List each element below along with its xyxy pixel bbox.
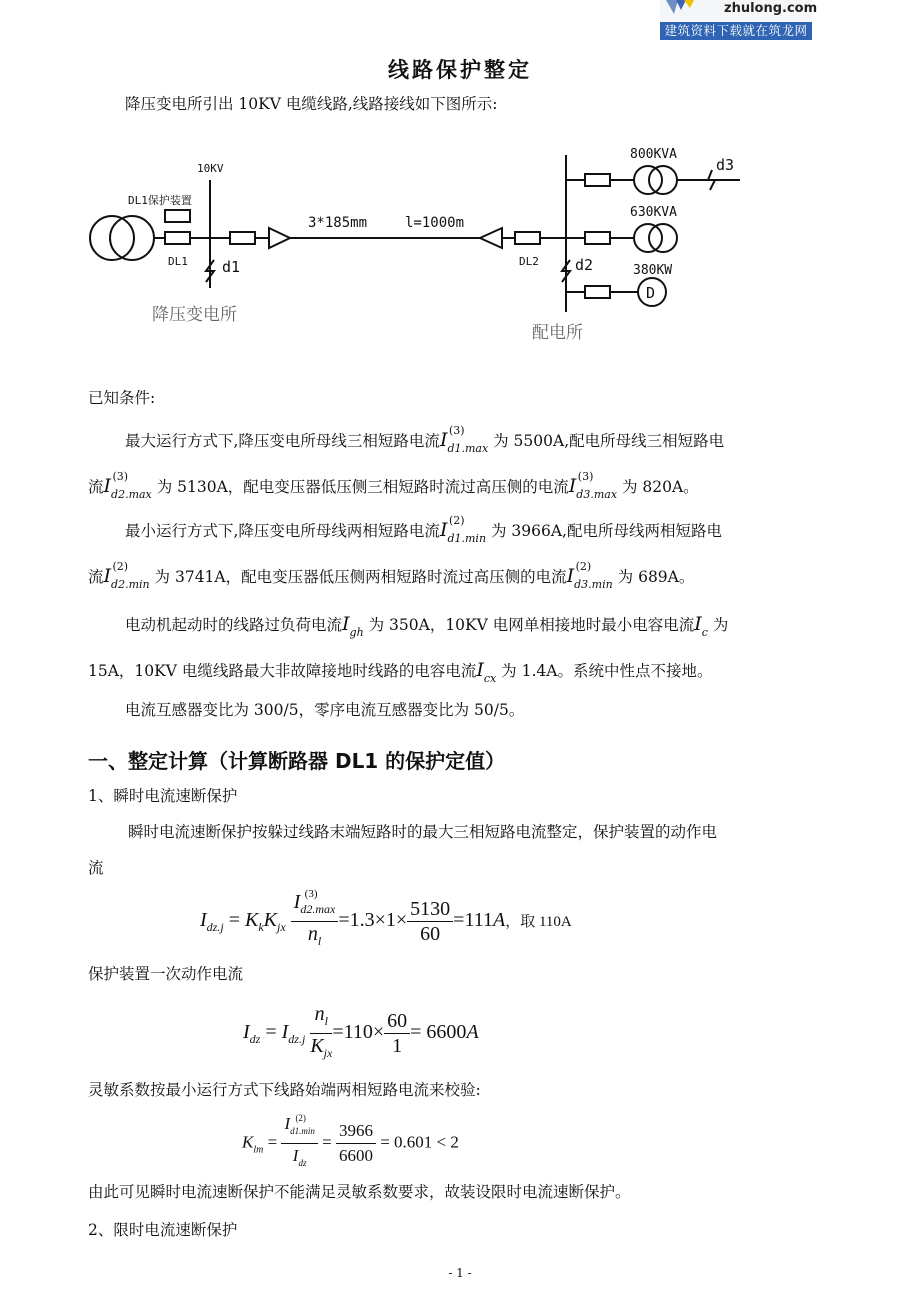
fraction-3966-6600: $\frac{3966}{6600}$ (336, 1119, 376, 1168)
fraction-id1min-idz: $I_{d1.min}$ (2) $I_{dz}$ (281, 1112, 317, 1175)
logo-mark-icon (664, 0, 698, 20)
page-number: - 1 - (448, 1266, 472, 1280)
var-id2min: I (2) $_{d2.min}$ (103, 560, 150, 591)
label-length: l=1000m (405, 215, 465, 231)
label-800kva: 800KVA (630, 147, 677, 162)
label-10kv: 10KV (197, 162, 224, 175)
var-igh: $I_{gh}$ (342, 613, 364, 639)
equation-idz: $I_{dz} = I_{dz.j}$ $\frac{n_l}{K_{jx}}$ =110× $\frac{60}{1}$ = 6600A (243, 1002, 479, 1065)
var-id3max: I (3) $_{d3.max}$ (568, 470, 618, 501)
condition-motor-line2: 15A，10KV 电缆线路最大非故障接地时线路的电容电流$I_{cx}$ 为 1.4A。系统中性点不接地。 (88, 659, 713, 685)
logo-site: zhulong.com (724, 1, 818, 16)
equation-idzj: $I_{dz.j} = K_kK_{jx}$ $I_{d2.max}$ (3) $n_l$ =1.3×1× $\frac{5130}{60}$ =111A，取 110A (200, 890, 572, 953)
var-id2max: I (3) $_{d2.max}$ (103, 470, 152, 501)
wiring-diagram (80, 130, 760, 360)
label-dl2: DL2 (519, 255, 539, 268)
known-conditions-label: 已知条件: (88, 389, 156, 407)
condition-max-line2: 流I (3) $_{d2.max}$ 为 5130A，配电变压器低压侧三相短路时流过高压侧的电流I (3) $_{d3.max}$ 为 820A。 (88, 470, 699, 501)
page-title: 线路保护整定 (388, 58, 532, 82)
label-d2: d2 (575, 256, 594, 274)
label-motor: D (646, 284, 656, 302)
source-transformer-icon (90, 216, 134, 260)
label-distribution-station: 配电所 (532, 323, 583, 343)
fraction-id2max-nl: $I_{d2.max}$ (3) $n_l$ (291, 890, 339, 953)
sensitivity-label: 灵敏系数按最小运行方式下线路始端两相短路电流来校验: (88, 1081, 481, 1099)
intro-text: 降压变电所引出 10KV 电缆线路,线路接线如下图所示: (125, 95, 498, 113)
label-d1: d1 (222, 258, 241, 276)
var-ic: $I_c$ (694, 613, 708, 639)
fault-d3-icon (708, 170, 715, 190)
condition-min-line2: 流I (2) $_{d2.min}$ 为 3741A，配电变压器低压侧两相短路时流过高压侧的电流I (2) $_{d3.min}$ 为 689A。 (88, 560, 695, 591)
condition-min-line1: 最小运行方式下,降压变电所母线两相短路电流I (2) $_{d1.min}$ 为 3966A,配电所母线两相短路电 (125, 514, 722, 545)
subsection-instantaneous: 1、瞬时电流速断保护 (88, 787, 238, 805)
label-380kw: 380KW (633, 263, 673, 278)
var-id3min: I (2) $_{d3.min}$ (566, 560, 613, 591)
var-id1max: I (3) $_{d1.max}$ (439, 424, 489, 455)
para-instantaneous-line1: 瞬时电流速断保护按躲过线路末端短路时的最大三相短路电流整定，保护装置的动作电 (128, 823, 718, 841)
var-icx: $I_{cx}$ (476, 659, 497, 685)
subsection-time-limited: 2、限时电流速断保护 (88, 1221, 238, 1239)
var-id1min: I (2) $_{d1.min}$ (439, 514, 487, 545)
section-heading-setting-calculation: 一、整定计算（计算断路器 DL1 的保护定值） (88, 749, 506, 773)
fraction-nl-kjx: $\frac{n_l}{K_{jx}}$ (310, 1003, 333, 1060)
label-dl1: DL1 (168, 255, 188, 268)
fraction-60-1: $\frac{60}{1}$ (384, 1009, 410, 1058)
condition-motor-line1: 电动机起动时的线路过负荷电流$I_{gh}$ 为 350A，10KV 电网单相接地时最小电容电流$I_c$ 为 (125, 613, 729, 639)
label-d3: d3 (716, 156, 735, 174)
condition-ct-ratio: 电流互感器变比为 300/5，零序电流互感器变比为 50/5。 (125, 701, 525, 719)
label-630kva: 630KVA (630, 205, 677, 220)
conclusion-text: 由此可见瞬时电流速断保护不能满足灵敏系数要求，故装设限时电流速断保护。 (88, 1183, 631, 1201)
condition-max-line1: 最大运行方式下,降压变电所母线三相短路电流I (3) $_{d1.max}$ 为 5500A,配电所母线三相短路电 (125, 424, 725, 455)
label-step-down-substation: 降压变电所 (152, 305, 237, 325)
equation-klm: $K_{lm}$ = $I_{d1.min}$ (2) $I_{dz}$ = $\frac{3966}{6600}$ = 0.601 < 2 (242, 1112, 459, 1175)
label-cable: 3*185mm (308, 215, 368, 231)
label-protection-device: DL1保护装置 (128, 194, 192, 207)
breaker-dl1-icon (165, 232, 190, 244)
para-instantaneous-line2: 流 (88, 859, 104, 877)
primary-current-label: 保护装置一次动作电流 (88, 965, 244, 983)
fraction-5130-60: $\frac{5130}{60}$ (407, 897, 453, 946)
zhulong-logo[interactable] (660, 0, 818, 40)
breaker-dl2-icon (515, 232, 540, 244)
logo-top (660, 0, 818, 22)
logo-slogan: 建筑资料下载就在筑龙网 (660, 22, 812, 40)
